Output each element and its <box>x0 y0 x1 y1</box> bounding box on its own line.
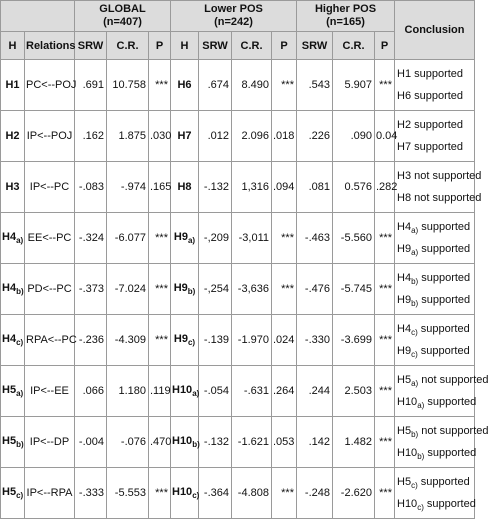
table-row <box>1 111 475 162</box>
lower-cr-cell: 8.490 <box>232 60 272 111</box>
lower-srw-cell: -.132 <box>199 417 232 468</box>
hypothesis-cell <box>1 213 25 264</box>
conclusion-line <box>397 420 489 442</box>
conclusion-hyp: H5 <box>397 374 412 386</box>
conclusion-line <box>397 471 473 493</box>
hypothesis-label: H10 <box>172 485 193 498</box>
col-header: SRW <box>199 32 232 60</box>
conclusion-cell <box>395 315 475 366</box>
hypothesis-sub: a) <box>16 389 24 399</box>
hypothesis-sub: b) <box>187 287 196 297</box>
global-srw-cell: -.333 <box>75 468 107 519</box>
hypothesis-cell <box>1 366 25 417</box>
lower-srw-cell: -.139 <box>199 315 232 366</box>
hypothesis-label: H8 <box>177 181 192 193</box>
lower-cr-cell: -3,011 <box>232 213 272 264</box>
lower-pos-group-header <box>171 1 297 32</box>
global-cr-cell: 10.758 <box>107 60 149 111</box>
table-row <box>1 60 475 111</box>
table-row <box>1 468 475 519</box>
hypothesis-sub: a) <box>187 236 196 246</box>
hypothesis-sub: c) <box>192 491 200 501</box>
global-srw-cell: -.083 <box>75 162 107 213</box>
global-name: GLOBAL <box>99 3 146 15</box>
higher-p-cell: *** <box>375 264 395 315</box>
col-header: H <box>171 32 199 60</box>
conclusion-cell <box>395 417 489 468</box>
hypothesis-cell <box>171 315 199 366</box>
lower-cr-cell: -4.808 <box>232 468 272 519</box>
conclusion-hyp: H4 <box>397 323 412 335</box>
higher-p-cell: *** <box>375 213 395 264</box>
col-header: SRW <box>297 32 333 60</box>
conclusion-line <box>397 391 477 413</box>
hypothesis-sub: b) <box>16 287 24 297</box>
hypothesis-cell <box>171 111 199 162</box>
lower-srw-cell: .674 <box>199 60 232 111</box>
conclusion-sub: b) <box>411 430 419 440</box>
relation-cell: PC<--POJ <box>25 60 75 111</box>
conclusion-hyp: H3 not supported <box>397 170 482 182</box>
global-srw-cell: .162 <box>75 111 107 162</box>
conclusion-hyp: H4 <box>397 272 412 284</box>
lower-n: (n=242) <box>214 16 253 28</box>
hypothesis-label: H9 <box>173 230 188 243</box>
global-cr-cell: -.974 <box>107 162 149 213</box>
global-cr-cell: -6.077 <box>107 213 149 264</box>
hypothesis-cell <box>171 468 199 519</box>
conclusion-text: not supported <box>418 425 489 437</box>
hypothesis-cell <box>171 162 199 213</box>
conclusion-hyp: H9 <box>397 345 412 357</box>
conclusion-text: not supported <box>418 374 489 386</box>
conclusion-text: supported <box>424 447 477 459</box>
relation-cell: RPA<--PC <box>25 315 75 366</box>
global-p-cell: *** <box>149 315 171 366</box>
conclusion-sub: b) <box>411 299 419 309</box>
lower-srw-cell: -.054 <box>199 366 232 417</box>
higher-cr-cell: 2.503 <box>333 366 375 417</box>
conclusion-line <box>397 114 473 136</box>
conclusion-hyp: H10 <box>397 498 418 510</box>
conclusion-hyp: H5 <box>397 425 412 437</box>
conclusion-text: supported <box>418 243 471 255</box>
conclusion-cell <box>395 60 475 111</box>
conclusion-hyp: H1 supported <box>397 68 464 80</box>
global-cr-cell: -5.553 <box>107 468 149 519</box>
hypothesis-cell <box>1 468 25 519</box>
conclusion-cell <box>395 162 482 213</box>
hypothesis-label: H10 <box>172 383 193 396</box>
table-row <box>1 417 475 468</box>
hypothesis-label: H5 <box>2 434 17 447</box>
conclusion-line <box>397 493 476 515</box>
hypothesis-cell <box>1 264 25 315</box>
lower-p-cell: *** <box>272 264 297 315</box>
conclusion-line <box>397 85 473 107</box>
higher-name: Higher POS <box>314 3 377 15</box>
conclusion-hyp: H7 supported <box>397 141 464 153</box>
lower-name: Lower POS <box>204 3 263 15</box>
hypothesis-label: H6 <box>177 79 192 91</box>
global-p-cell: *** <box>149 60 171 111</box>
conclusion-hyp: H9 <box>397 243 412 255</box>
higher-srw-cell: .244 <box>297 366 333 417</box>
hypothesis-label: H10 <box>172 434 193 447</box>
lower-srw-cell: -,254 <box>199 264 232 315</box>
conclusion-sub: a) <box>411 379 419 389</box>
hypothesis-sub: a) <box>192 389 200 399</box>
conclusion-cell <box>395 366 489 417</box>
higher-pos-group-header <box>297 1 395 32</box>
conclusion-hyp: H4 <box>397 221 412 233</box>
higher-srw-cell: -.330 <box>297 315 333 366</box>
conclusion-cell <box>395 213 475 264</box>
conclusion-hyp: H5 <box>397 476 412 488</box>
hypothesis-sub: c) <box>16 491 24 501</box>
hypothesis-cell <box>171 60 199 111</box>
conclusion-text: supported <box>418 294 471 306</box>
higher-srw-cell: .142 <box>297 417 333 468</box>
higher-srw-cell: .081 <box>297 162 333 213</box>
higher-cr-cell: .090 <box>333 111 375 162</box>
higher-p-cell: *** <box>375 468 395 519</box>
relation-cell: EE<--PC <box>25 213 75 264</box>
conclusion-text: supported <box>418 272 471 284</box>
lower-cr-cell: 1,316 <box>232 162 272 213</box>
hypothesis-label: H5 <box>2 485 17 498</box>
higher-cr-cell: 1.482 <box>333 417 375 468</box>
higher-srw-cell: -.476 <box>297 264 333 315</box>
lower-p-cell: *** <box>272 60 297 111</box>
lower-srw-cell: -.132 <box>199 162 232 213</box>
global-cr-cell: 1.875 <box>107 111 149 162</box>
conclusion-cell <box>395 468 475 519</box>
conclusion-line <box>397 289 473 311</box>
conclusion-cell <box>395 264 475 315</box>
conclusion-hyp: H10 <box>397 396 418 408</box>
lower-p-cell: *** <box>272 213 297 264</box>
hypothesis-sub: c) <box>16 338 24 348</box>
conclusion-sub: b) <box>417 452 425 462</box>
lower-cr-cell: 2.096 <box>232 111 272 162</box>
lower-cr-cell: -3,636 <box>232 264 272 315</box>
table-row <box>1 264 475 315</box>
conclusion-hyp: H10 <box>397 447 418 459</box>
hypothesis-label: H2 <box>5 130 20 142</box>
lower-p-cell: *** <box>272 468 297 519</box>
lower-p-cell: .264 <box>272 366 297 417</box>
conclusion-text: supported <box>417 345 470 357</box>
global-p-cell: *** <box>149 468 171 519</box>
table-row <box>1 213 475 264</box>
col-header: SRW <box>75 32 107 60</box>
lower-p-cell: .018 <box>272 111 297 162</box>
global-srw-cell: .691 <box>75 60 107 111</box>
higher-cr-cell: 0.576 <box>333 162 375 213</box>
table-row <box>1 315 475 366</box>
lower-srw-cell: -,209 <box>199 213 232 264</box>
lower-p-cell: .024 <box>272 315 297 366</box>
lower-srw-cell: .012 <box>199 111 232 162</box>
conclusion-hyp: H6 supported <box>397 90 464 102</box>
hypothesis-label: H3 <box>5 181 20 193</box>
lower-cr-cell: -1.970 <box>232 315 272 366</box>
higher-p-cell: *** <box>375 60 395 111</box>
hypothesis-cell <box>1 417 25 468</box>
relation-cell: IP<--EE <box>25 366 75 417</box>
hypothesis-label: H9 <box>173 332 188 345</box>
conclusion-text: supported <box>417 323 470 335</box>
lower-p-cell: .053 <box>272 417 297 468</box>
empty-corner-cell <box>1 1 75 32</box>
hypothesis-sub: c) <box>187 338 196 348</box>
conclusion-sub: c) <box>417 503 424 513</box>
col-header: Relations <box>25 32 75 60</box>
higher-srw-cell: -.248 <box>297 468 333 519</box>
conclusion-line <box>397 442 477 464</box>
relation-cell: IP<--DP <box>25 417 75 468</box>
relation-cell: PD<--PC <box>25 264 75 315</box>
hypothesis-cell <box>1 162 25 213</box>
col-header: C.R. <box>333 32 375 60</box>
higher-srw-cell: -.463 <box>297 213 333 264</box>
conclusion-line <box>397 369 489 391</box>
conclusion-line <box>397 238 473 260</box>
global-cr-cell: -7.024 <box>107 264 149 315</box>
col-header: H <box>1 32 25 60</box>
global-cr-cell: -.076 <box>107 417 149 468</box>
conclusion-line <box>397 165 482 187</box>
conclusion-cell <box>395 111 475 162</box>
col-header: C.R. <box>232 32 272 60</box>
conclusion-line <box>397 187 482 209</box>
hypothesis-label: H9 <box>173 281 188 294</box>
global-p-cell: .119 <box>149 366 171 417</box>
global-srw-cell: -.236 <box>75 315 107 366</box>
hypothesis-cell <box>1 60 25 111</box>
hypothesis-label: H4 <box>2 332 17 345</box>
higher-p-cell: *** <box>375 366 395 417</box>
global-p-cell: *** <box>149 213 171 264</box>
conclusion-sub: c) <box>411 481 418 491</box>
col-header: P <box>375 32 395 60</box>
table-row <box>1 162 475 213</box>
conclusion-text: supported <box>424 396 477 408</box>
lower-srw-cell: -.364 <box>199 468 232 519</box>
conclusion-sub: a) <box>417 401 425 411</box>
higher-n: (n=165) <box>326 16 365 28</box>
hypothesis-cell <box>171 417 199 468</box>
conclusion-hyp: H9 <box>397 294 412 306</box>
hypothesis-sub: a) <box>16 236 24 246</box>
conclusion-hyp: H8 not supported <box>397 192 482 204</box>
higher-srw-cell: .543 <box>297 60 333 111</box>
conclusion-sub: a) <box>411 226 419 236</box>
conclusion-text: supported <box>423 498 476 510</box>
group-header-row <box>1 1 475 32</box>
higher-srw-cell: .226 <box>297 111 333 162</box>
conclusion-line <box>397 136 473 158</box>
col-header: C.R. <box>107 32 149 60</box>
global-n: (n=407) <box>103 16 142 28</box>
hypothesis-sub: b) <box>16 440 24 450</box>
hypothesis-label: H4 <box>2 281 17 294</box>
global-srw-cell: -.004 <box>75 417 107 468</box>
col-header: P <box>149 32 171 60</box>
hypothesis-cell <box>171 213 199 264</box>
global-cr-cell: 1.180 <box>107 366 149 417</box>
hypothesis-sub: b) <box>192 440 200 450</box>
higher-p-cell: *** <box>375 417 395 468</box>
relation-cell: IP<--POJ <box>25 111 75 162</box>
higher-p-cell: *** <box>375 315 395 366</box>
higher-p-cell: 0.04 <box>375 111 395 162</box>
relation-cell: IP<--RPA <box>25 468 75 519</box>
global-cr-cell: -4.309 <box>107 315 149 366</box>
conclusion-header: Conclusion <box>395 1 475 60</box>
global-p-cell: .165 <box>149 162 171 213</box>
table-body <box>1 60 489 519</box>
col-header: P <box>272 32 297 60</box>
lower-p-cell: .094 <box>272 162 297 213</box>
relation-cell: IP<--PC <box>25 162 75 213</box>
hypothesis-label: H1 <box>5 79 20 91</box>
higher-cr-cell: -5.560 <box>333 213 375 264</box>
conclusion-line <box>397 216 473 238</box>
global-p-cell: *** <box>149 264 171 315</box>
table-row <box>1 366 475 417</box>
conclusion-line <box>397 63 473 85</box>
lower-cr-cell: -.631 <box>232 366 272 417</box>
global-p-cell: .030 <box>149 111 171 162</box>
conclusion-sub: c) <box>411 328 418 338</box>
higher-cr-cell: 5.907 <box>333 60 375 111</box>
hypothesis-label: H5 <box>2 383 17 396</box>
conclusion-hyp: H2 supported <box>397 119 464 131</box>
hypothesis-cell <box>1 111 25 162</box>
global-group-header <box>75 1 171 32</box>
hypothesis-cell <box>1 315 25 366</box>
global-srw-cell: -.373 <box>75 264 107 315</box>
conclusion-line <box>397 267 473 289</box>
higher-cr-cell: -3.699 <box>333 315 375 366</box>
global-srw-cell: .066 <box>75 366 107 417</box>
higher-cr-cell: -5.745 <box>333 264 375 315</box>
conclusion-line <box>397 340 473 362</box>
higher-p-cell: .282 <box>375 162 395 213</box>
global-srw-cell: -.324 <box>75 213 107 264</box>
hypothesis-label: H4 <box>2 230 17 243</box>
conclusion-sub: a) <box>411 248 419 258</box>
conclusion-line <box>397 318 473 340</box>
higher-cr-cell: -2.620 <box>333 468 375 519</box>
conclusion-text: supported <box>417 476 470 488</box>
lower-cr-cell: -1.621 <box>232 417 272 468</box>
hypothesis-cell <box>171 264 199 315</box>
conclusion-text: supported <box>418 221 471 233</box>
hypothesis-label: H7 <box>177 130 192 142</box>
conclusion-sub: b) <box>411 277 419 287</box>
conclusion-sub: c) <box>411 350 418 360</box>
hypothesis-cell <box>171 366 199 417</box>
global-p-cell: .470 <box>149 417 171 468</box>
